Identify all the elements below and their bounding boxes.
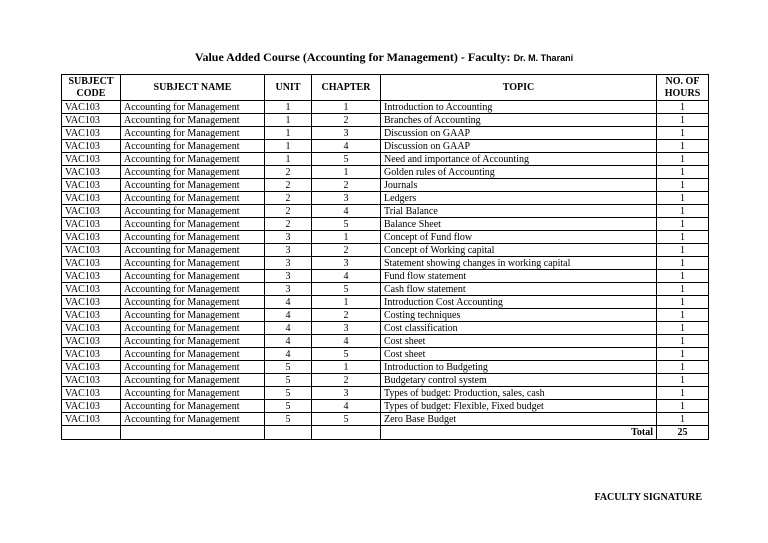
table-body bbox=[62, 101, 709, 426]
cell-topic: Cost classification bbox=[381, 322, 657, 335]
table-row bbox=[62, 348, 709, 361]
total-label: Total bbox=[381, 426, 657, 440]
cell-unit: 2 bbox=[265, 179, 312, 192]
cell-subject-code: VAC103 bbox=[62, 322, 121, 335]
cell-hours: 1 bbox=[657, 257, 709, 270]
cell-unit: 3 bbox=[265, 244, 312, 257]
cell-subject-name: Accounting for Management bbox=[121, 413, 265, 426]
col-header-hours: NO. OF HOURS bbox=[657, 75, 709, 101]
cell-subject-code: VAC103 bbox=[62, 335, 121, 348]
cell-unit: 1 bbox=[265, 153, 312, 166]
cell-topic: Journals bbox=[381, 179, 657, 192]
cell-subject-code: VAC103 bbox=[62, 374, 121, 387]
cell-unit: 1 bbox=[265, 127, 312, 140]
col-header-subject-code: SUBJECT CODE bbox=[62, 75, 121, 101]
table-row bbox=[62, 309, 709, 322]
cell-subject-name: Accounting for Management bbox=[121, 361, 265, 374]
cell-subject-name: Accounting for Management bbox=[121, 192, 265, 205]
cell-subject-code: VAC103 bbox=[62, 387, 121, 400]
cell-subject-name: Accounting for Management bbox=[121, 348, 265, 361]
cell-subject-name: Accounting for Management bbox=[121, 322, 265, 335]
cell-chapter: 1 bbox=[312, 231, 381, 244]
cell-hours: 1 bbox=[657, 140, 709, 153]
cell-chapter: 1 bbox=[312, 166, 381, 179]
cell-chapter: 2 bbox=[312, 374, 381, 387]
col-header-subject-name: SUBJECT NAME bbox=[121, 75, 265, 101]
cell-chapter: 1 bbox=[312, 296, 381, 309]
cell-hours: 1 bbox=[657, 270, 709, 283]
cell-hours: 1 bbox=[657, 218, 709, 231]
cell-unit: 3 bbox=[265, 283, 312, 296]
cell-subject-name: Accounting for Management bbox=[121, 283, 265, 296]
cell-hours: 1 bbox=[657, 179, 709, 192]
cell-subject-code: VAC103 bbox=[62, 413, 121, 426]
cell-unit: 3 bbox=[265, 270, 312, 283]
cell-subject-name: Accounting for Management bbox=[121, 218, 265, 231]
cell-topic: Cost sheet bbox=[381, 348, 657, 361]
cell-subject-name: Accounting for Management bbox=[121, 374, 265, 387]
total-blank-cell bbox=[121, 426, 265, 440]
table-row bbox=[62, 387, 709, 400]
cell-subject-code: VAC103 bbox=[62, 205, 121, 218]
cell-chapter: 3 bbox=[312, 322, 381, 335]
total-row bbox=[62, 426, 709, 440]
cell-hours: 1 bbox=[657, 192, 709, 205]
cell-topic: Cash flow statement bbox=[381, 283, 657, 296]
cell-unit: 1 bbox=[265, 140, 312, 153]
cell-unit: 4 bbox=[265, 309, 312, 322]
table-header-row bbox=[62, 75, 709, 101]
cell-subject-code: VAC103 bbox=[62, 296, 121, 309]
cell-subject-code: VAC103 bbox=[62, 192, 121, 205]
cell-topic: Types of budget: Production, sales, cash bbox=[381, 387, 657, 400]
cell-hours: 1 bbox=[657, 348, 709, 361]
cell-subject-code: VAC103 bbox=[62, 114, 121, 127]
table-row bbox=[62, 166, 709, 179]
cell-subject-name: Accounting for Management bbox=[121, 205, 265, 218]
total-blank-cell bbox=[62, 426, 121, 440]
cell-subject-code: VAC103 bbox=[62, 257, 121, 270]
cell-hours: 1 bbox=[657, 231, 709, 244]
cell-topic: Golden rules of Accounting bbox=[381, 166, 657, 179]
cell-subject-name: Accounting for Management bbox=[121, 270, 265, 283]
cell-unit: 5 bbox=[265, 361, 312, 374]
cell-hours: 1 bbox=[657, 296, 709, 309]
table-row bbox=[62, 335, 709, 348]
cell-subject-name: Accounting for Management bbox=[121, 101, 265, 114]
table-row bbox=[62, 400, 709, 413]
cell-unit: 4 bbox=[265, 335, 312, 348]
cell-topic: Trial Balance bbox=[381, 205, 657, 218]
cell-chapter: 2 bbox=[312, 309, 381, 322]
cell-unit: 1 bbox=[265, 101, 312, 114]
table-row bbox=[62, 127, 709, 140]
cell-topic: Cost sheet bbox=[381, 335, 657, 348]
cell-chapter: 3 bbox=[312, 257, 381, 270]
cell-hours: 1 bbox=[657, 309, 709, 322]
cell-subject-name: Accounting for Management bbox=[121, 400, 265, 413]
cell-chapter: 4 bbox=[312, 335, 381, 348]
cell-chapter: 3 bbox=[312, 192, 381, 205]
cell-topic: Zero Base Budget bbox=[381, 413, 657, 426]
cell-chapter: 5 bbox=[312, 413, 381, 426]
cell-hours: 1 bbox=[657, 244, 709, 257]
course-schedule-table bbox=[61, 74, 709, 440]
cell-subject-name: Accounting for Management bbox=[121, 140, 265, 153]
table-row bbox=[62, 218, 709, 231]
table-row bbox=[62, 322, 709, 335]
cell-subject-code: VAC103 bbox=[62, 231, 121, 244]
cell-hours: 1 bbox=[657, 166, 709, 179]
cell-chapter: 5 bbox=[312, 218, 381, 231]
cell-subject-code: VAC103 bbox=[62, 244, 121, 257]
col-header-unit: UNIT bbox=[265, 75, 312, 101]
cell-unit: 4 bbox=[265, 322, 312, 335]
cell-chapter: 5 bbox=[312, 153, 381, 166]
cell-chapter: 3 bbox=[312, 387, 381, 400]
total-value: 25 bbox=[657, 426, 709, 440]
cell-subject-name: Accounting for Management bbox=[121, 335, 265, 348]
cell-topic: Introduction Cost Accounting bbox=[381, 296, 657, 309]
cell-chapter: 4 bbox=[312, 140, 381, 153]
faculty-name: Dr. M. Tharani bbox=[513, 53, 574, 63]
cell-topic: Ledgers bbox=[381, 192, 657, 205]
cell-unit: 5 bbox=[265, 387, 312, 400]
cell-subject-code: VAC103 bbox=[62, 309, 121, 322]
faculty-signature-label: FACULTY SIGNATURE bbox=[594, 492, 702, 503]
table-row bbox=[62, 361, 709, 374]
cell-topic: Fund flow statement bbox=[381, 270, 657, 283]
cell-unit: 3 bbox=[265, 257, 312, 270]
cell-unit: 2 bbox=[265, 166, 312, 179]
cell-chapter: 3 bbox=[312, 127, 381, 140]
cell-subject-name: Accounting for Management bbox=[121, 166, 265, 179]
cell-hours: 1 bbox=[657, 413, 709, 426]
cell-topic: Balance Sheet bbox=[381, 218, 657, 231]
cell-unit: 4 bbox=[265, 348, 312, 361]
cell-subject-name: Accounting for Management bbox=[121, 153, 265, 166]
cell-subject-code: VAC103 bbox=[62, 348, 121, 361]
cell-chapter: 1 bbox=[312, 101, 381, 114]
table-row bbox=[62, 413, 709, 426]
cell-unit: 5 bbox=[265, 413, 312, 426]
cell-unit: 2 bbox=[265, 192, 312, 205]
cell-subject-code: VAC103 bbox=[62, 127, 121, 140]
cell-subject-code: VAC103 bbox=[62, 270, 121, 283]
table-row bbox=[62, 231, 709, 244]
cell-subject-name: Accounting for Management bbox=[121, 114, 265, 127]
cell-unit: 2 bbox=[265, 205, 312, 218]
cell-topic: Discussion on GAAP bbox=[381, 140, 657, 153]
table-row bbox=[62, 296, 709, 309]
cell-unit: 5 bbox=[265, 400, 312, 413]
cell-hours: 1 bbox=[657, 283, 709, 296]
cell-topic: Branches of Accounting bbox=[381, 114, 657, 127]
cell-subject-code: VAC103 bbox=[62, 361, 121, 374]
table-row bbox=[62, 140, 709, 153]
cell-topic: Types of budget: Flexible, Fixed budget bbox=[381, 400, 657, 413]
table-row bbox=[62, 374, 709, 387]
table-row bbox=[62, 192, 709, 205]
cell-subject-code: VAC103 bbox=[62, 283, 121, 296]
cell-unit: 1 bbox=[265, 114, 312, 127]
cell-hours: 1 bbox=[657, 101, 709, 114]
cell-subject-name: Accounting for Management bbox=[121, 127, 265, 140]
total-blank-cell bbox=[265, 426, 312, 440]
cell-topic: Costing techniques bbox=[381, 309, 657, 322]
col-header-chapter: CHAPTER bbox=[312, 75, 381, 101]
cell-hours: 1 bbox=[657, 400, 709, 413]
cell-subject-code: VAC103 bbox=[62, 218, 121, 231]
cell-unit: 5 bbox=[265, 374, 312, 387]
cell-topic: Budgetary control system bbox=[381, 374, 657, 387]
cell-topic: Introduction to Accounting bbox=[381, 101, 657, 114]
cell-hours: 1 bbox=[657, 153, 709, 166]
cell-unit: 2 bbox=[265, 218, 312, 231]
cell-hours: 1 bbox=[657, 322, 709, 335]
table-row bbox=[62, 257, 709, 270]
cell-hours: 1 bbox=[657, 127, 709, 140]
cell-hours: 1 bbox=[657, 335, 709, 348]
table-row bbox=[62, 101, 709, 114]
cell-chapter: 2 bbox=[312, 114, 381, 127]
cell-unit: 3 bbox=[265, 231, 312, 244]
cell-hours: 1 bbox=[657, 387, 709, 400]
table-row bbox=[62, 283, 709, 296]
cell-chapter: 1 bbox=[312, 361, 381, 374]
cell-subject-name: Accounting for Management bbox=[121, 179, 265, 192]
cell-topic: Concept of Fund flow bbox=[381, 231, 657, 244]
cell-subject-code: VAC103 bbox=[62, 400, 121, 413]
cell-subject-code: VAC103 bbox=[62, 179, 121, 192]
table-row bbox=[62, 270, 709, 283]
document-title bbox=[0, 50, 768, 65]
title-text: Value Added Course (Accounting for Management) - Faculty: bbox=[194, 50, 511, 64]
cell-subject-code: VAC103 bbox=[62, 166, 121, 179]
cell-unit: 4 bbox=[265, 296, 312, 309]
cell-hours: 1 bbox=[657, 205, 709, 218]
cell-subject-name: Accounting for Management bbox=[121, 296, 265, 309]
col-header-topic: TOPIC bbox=[381, 75, 657, 101]
cell-hours: 1 bbox=[657, 114, 709, 127]
cell-topic: Introduction to Budgeting bbox=[381, 361, 657, 374]
cell-chapter: 5 bbox=[312, 348, 381, 361]
cell-hours: 1 bbox=[657, 361, 709, 374]
cell-subject-code: VAC103 bbox=[62, 140, 121, 153]
cell-subject-name: Accounting for Management bbox=[121, 387, 265, 400]
cell-subject-name: Accounting for Management bbox=[121, 257, 265, 270]
cell-subject-code: VAC103 bbox=[62, 153, 121, 166]
table-row bbox=[62, 179, 709, 192]
cell-topic: Need and importance of Accounting bbox=[381, 153, 657, 166]
cell-hours: 1 bbox=[657, 374, 709, 387]
cell-chapter: 2 bbox=[312, 244, 381, 257]
cell-chapter: 2 bbox=[312, 179, 381, 192]
table-row bbox=[62, 114, 709, 127]
total-blank-cell bbox=[312, 426, 381, 440]
cell-chapter: 4 bbox=[312, 270, 381, 283]
cell-chapter: 5 bbox=[312, 283, 381, 296]
table-row bbox=[62, 153, 709, 166]
cell-subject-name: Accounting for Management bbox=[121, 231, 265, 244]
cell-chapter: 4 bbox=[312, 205, 381, 218]
table-row bbox=[62, 244, 709, 257]
cell-subject-name: Accounting for Management bbox=[121, 309, 265, 322]
cell-chapter: 4 bbox=[312, 400, 381, 413]
cell-topic: Statement showing changes in working capital bbox=[381, 257, 657, 270]
cell-subject-name: Accounting for Management bbox=[121, 244, 265, 257]
table-row bbox=[62, 205, 709, 218]
cell-topic: Concept of Working capital bbox=[381, 244, 657, 257]
cell-topic: Discussion on GAAP bbox=[381, 127, 657, 140]
cell-subject-code: VAC103 bbox=[62, 101, 121, 114]
